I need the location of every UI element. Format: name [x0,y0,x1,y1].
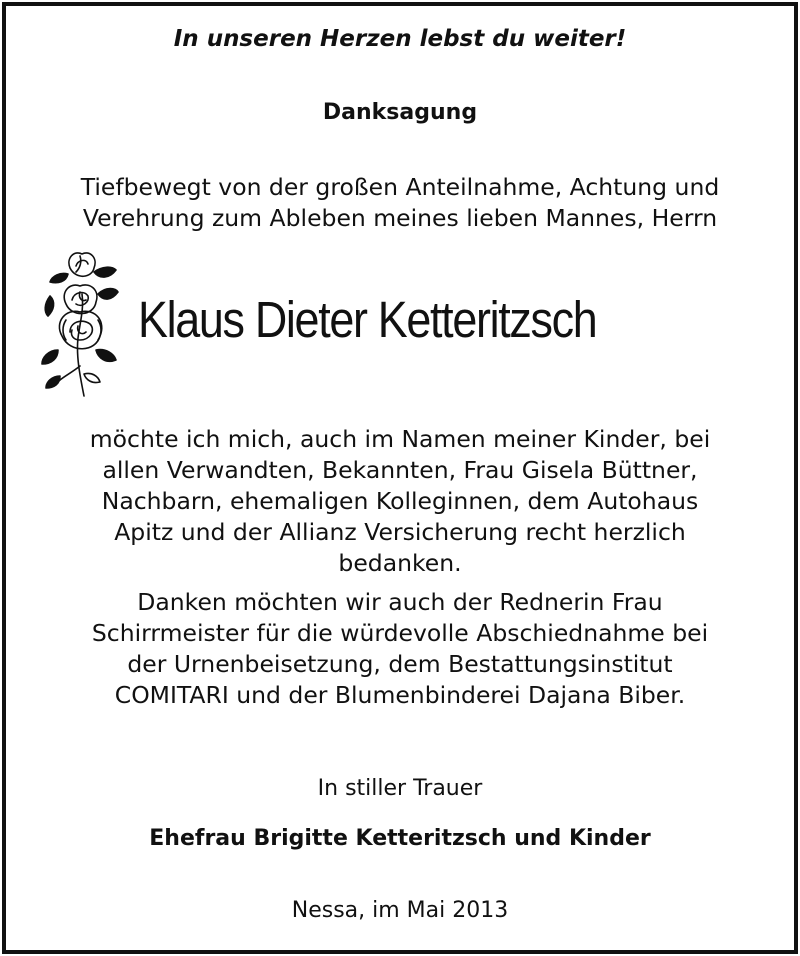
text-line: Apitz und der Allianz Versicherung recht herzlich [114,518,686,546]
motto: In unseren Herzen lebst du weiter! [173,26,627,52]
text-line: bedanken. [338,549,462,577]
text-line: Tiefbewegt von der großen Anteilnahme, Achtung und [80,173,720,201]
text-line: Danken möchten wir auch der Rednerin Frau [137,588,663,616]
text-line: Nachbarn, ehemaligen Kolleginnen, dem Autohaus [101,487,699,515]
text-line: Verehrung zum Ableben meines lieben Mannes, Herrn [82,204,718,232]
rose-icon [40,246,120,408]
text-line: der Urnenbeisetzung, dem Bestattungsinstitut [127,650,673,678]
heading: Danksagung [322,100,478,125]
text-line: Schirrmeister für die würdevolle Abschiednahme bei [91,619,709,647]
mourning-line: In stiller Trauer [317,776,483,801]
intro-paragraph [0,172,800,234]
text-line: möchte ich mich, auch im Namen meiner Kinder, bei [89,425,711,453]
text-line: allen Verwandten, Bekannten, Frau Gisela Büttner, [102,456,698,484]
second-thanks-paragraph [0,587,800,711]
signatory: Ehefrau Brigitte Ketteritzsch und Kinder [149,826,651,851]
text-line: COMITARI und der Blumenbinderei Dajana Biber. [114,681,686,709]
deceased-name: Klaus Dieter Ketteritzsch [138,291,597,348]
thanks-paragraph [0,424,800,579]
place-date: Nessa, im Mai 2013 [291,898,509,923]
